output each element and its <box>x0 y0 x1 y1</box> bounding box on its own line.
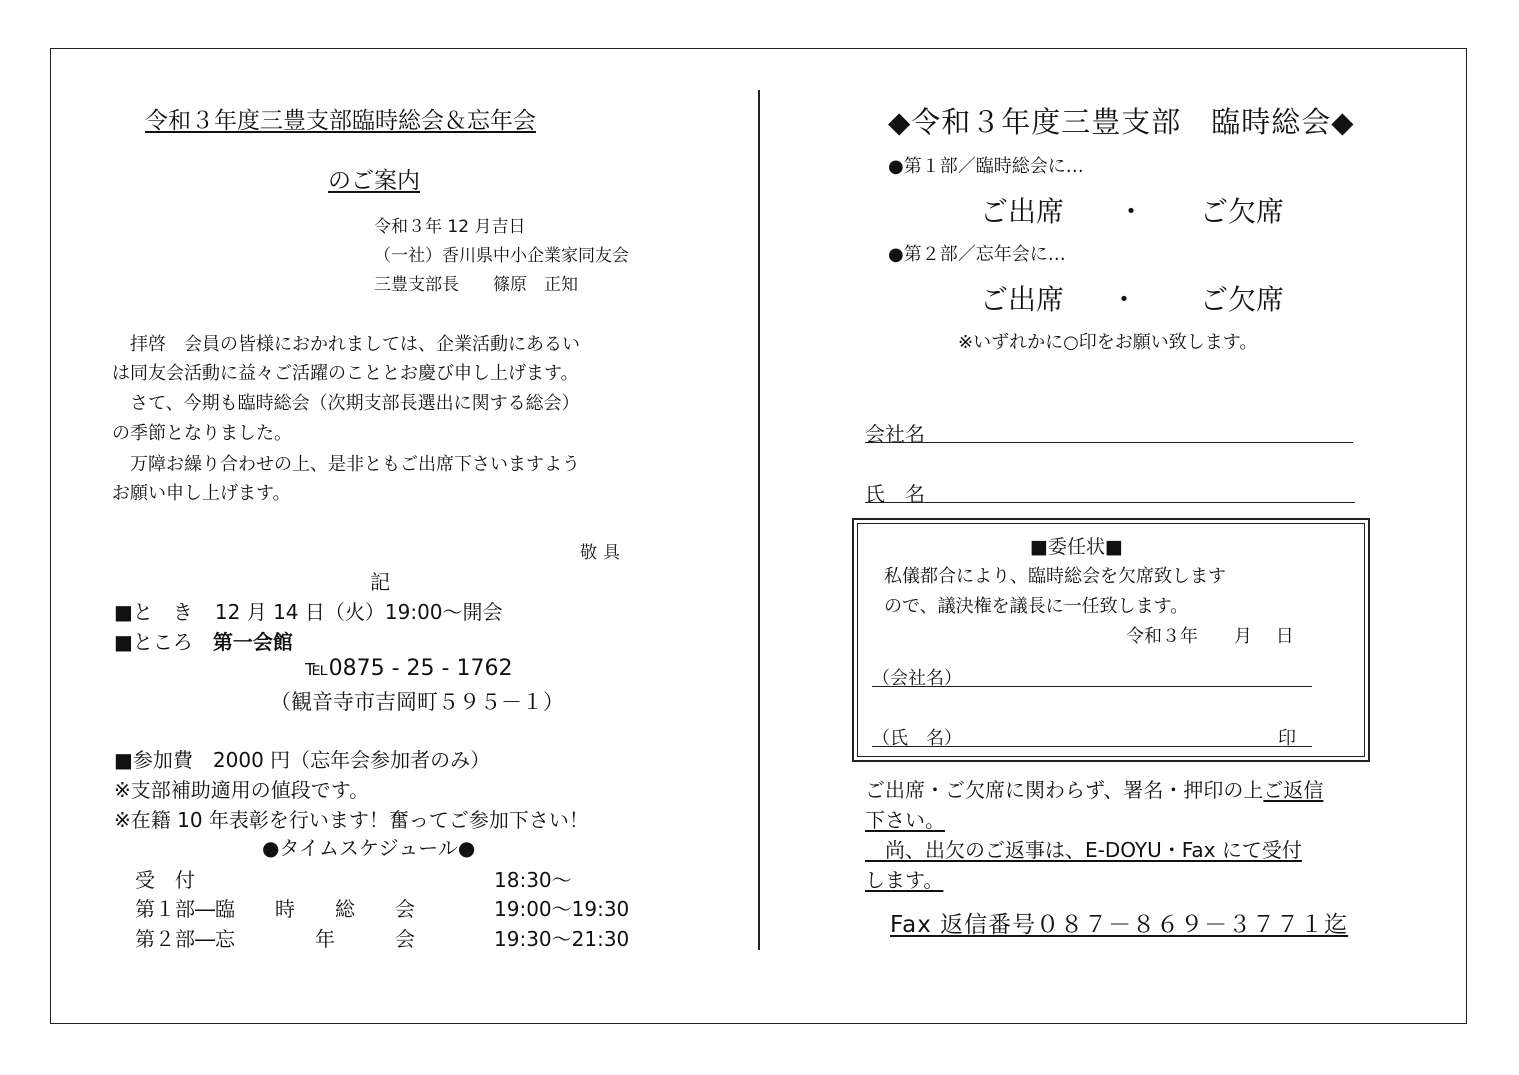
body-line-3: さて、今期も臨時総会（次期支部長選出に関する総会） <box>112 393 580 414</box>
part2-absent-option[interactable]: ご欠席 <box>1200 283 1285 316</box>
schedule-time-reception: 18:30～ <box>494 868 572 892</box>
proxy-text-1: 私儀都合により、臨時総会を欠席致します <box>884 566 1226 587</box>
organization-name: （一社）香川県中小企業家同友会 <box>374 246 629 266</box>
fee-note: ※支部補助適用の値段です。 <box>114 778 370 802</box>
reply-instruction-line-2: 下さい。 <box>865 808 945 832</box>
ki-heading: 記 <box>370 570 390 594</box>
where-row <box>114 626 293 655</box>
signer-name: 三豊支部長 篠原 正知 <box>374 275 578 295</box>
proxy-company-label: （会社名） <box>872 668 962 689</box>
part1-absent-option[interactable]: ご欠席 <box>1200 195 1285 228</box>
schedule-label-part2: 第２部―忘 年 会 <box>135 927 415 951</box>
fax-number: Fax 返信番号０８７－８６９－３７７１迄 <box>890 912 1349 938</box>
schedule-time-part2: 19:30～21:30 <box>494 927 630 951</box>
reply-instruction-emphasis: ご返信 <box>1263 778 1324 802</box>
venue-address: （観音寺市吉岡町５９５－１） <box>270 690 564 714</box>
where-value: 第一会館 <box>212 630 293 654</box>
reply-instruction-line-1 <box>865 774 1323 803</box>
schedule-title: ●タイムスケジュール● <box>262 836 476 860</box>
reply-instruction-text: ご出席・ご欠席に関わらず、署名・押印の上 <box>865 778 1264 802</box>
participation-fee: ■参加費 2000 円（忘年会参加者のみ） <box>114 748 491 772</box>
center-divider <box>758 90 760 950</box>
person-name-field[interactable] <box>865 502 1355 503</box>
part2-label: ●第２部／忘年会に… <box>888 244 1066 265</box>
closing-word: 敬具 <box>580 543 626 563</box>
circle-instruction: ※いずれかに○印をお願い致します。 <box>958 332 1258 353</box>
part2-attend-option[interactable]: ご出席 <box>980 283 1065 316</box>
invitation-title: 令和３年度三豊支部臨時総会＆忘年会 <box>145 108 536 134</box>
company-name-label: 会社名 <box>865 422 925 446</box>
award-note: ※在籍 10 年表彰を行います！奮ってご参加下さい！ <box>114 808 589 832</box>
reply-method-line-1: 尚、出欠のご返事は、E-DOYU・Fax にて受付 <box>865 838 1302 862</box>
proxy-seal-mark: 印 <box>1278 728 1296 749</box>
part2-separator: ・ <box>1110 283 1139 316</box>
body-line-5: 万障お繰り合わせの上、是非ともご出席下さいますよう <box>112 454 580 475</box>
where-label: ■ところ <box>114 630 193 654</box>
when-label: ■と き <box>114 600 193 624</box>
proxy-title: ■委任状■ <box>1030 536 1123 558</box>
proxy-date: 令和３年 月 日 <box>1126 626 1294 647</box>
part1-attend-option[interactable]: ご出席 <box>980 195 1065 228</box>
reply-title: ◆令和３年度三豊支部 臨時総会◆ <box>888 105 1355 139</box>
body-line-1: 拝啓 会員の皆様におかれましては、企業活動にあるい <box>112 334 580 355</box>
body-line-6: お願い申し上げます。 <box>112 483 291 504</box>
part1-label: ●第１部／臨時総会に… <box>888 156 1084 177</box>
part1-separator: ・ <box>1117 195 1146 228</box>
company-name-field[interactable] <box>865 442 1353 443</box>
invitation-subtitle: のご案内 <box>328 168 420 194</box>
body-line-4: の季節となりました。 <box>112 423 292 444</box>
when-value: 12 月 14 日（火）19:00～開会 <box>214 600 503 624</box>
proxy-text-2: ので、議決権を議長に一任致します。 <box>884 596 1189 617</box>
schedule-label-part1: 第１部―臨 時 総 会 <box>135 897 415 921</box>
proxy-name-field[interactable] <box>872 746 1312 747</box>
telephone: ℡0875 - 25 - 1762 <box>305 656 513 681</box>
schedule-time-part1: 19:00～19:30 <box>494 897 630 921</box>
when-row <box>114 596 503 625</box>
reply-method-line-2: します。 <box>865 868 944 892</box>
person-name-label: 氏 名 <box>865 482 925 506</box>
proxy-company-field[interactable] <box>872 686 1312 687</box>
proxy-name-label: （氏 名） <box>872 728 962 749</box>
schedule-label-reception: 受 付 <box>135 868 195 892</box>
issue-date: 令和３年 12 月吉日 <box>374 217 526 237</box>
body-line-2: は同友会活動に益々ご活躍のこととお慶び申し上げます。 <box>112 363 579 384</box>
